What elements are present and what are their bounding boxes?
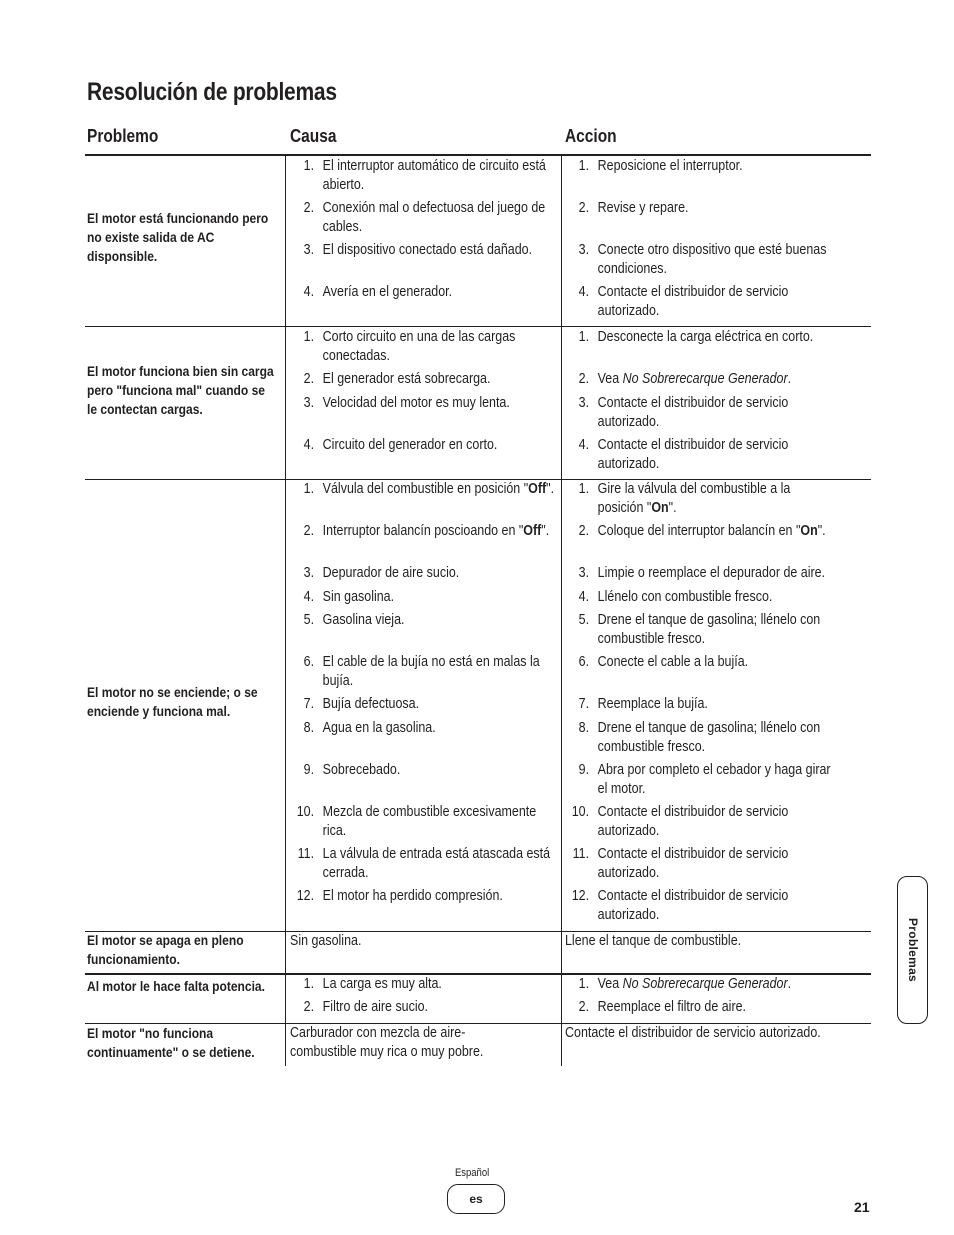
- cause-text: Interruptor balancín poscioando en "Off".: [322, 523, 550, 539]
- problem-cell: El motor funciona bien sin carga pero "funciona mal" cuando se le contectan cargas.: [87, 363, 274, 417]
- cause-item: [290, 998, 557, 1017]
- problem-cell: El motor está funcionando pero no existe salida de AC disponsible.: [87, 210, 269, 264]
- cause-item: [290, 157, 557, 194]
- cause-text: El generador está sobrecarga.: [322, 371, 491, 387]
- action-text: Drene el tanque de gasolina; llénelo con combustible fresco.: [597, 720, 821, 755]
- item-number: 2.: [578, 523, 590, 539]
- cause-item: [290, 975, 557, 994]
- column-divider: [561, 327, 562, 479]
- item-number: 3.: [303, 395, 315, 411]
- item-number: 2.: [578, 371, 590, 387]
- item-number: 5.: [303, 612, 315, 628]
- cause-item: [290, 719, 557, 738]
- action-text: Contacte el distribuidor de servicio autorizado.: [597, 846, 789, 881]
- cause-item: [290, 199, 557, 236]
- cause-text: Circuito del generador en corto.: [322, 437, 498, 453]
- action-text: Conecte el cable a la bujía.: [597, 654, 749, 670]
- cause-text: Filtro de aire sucio.: [322, 999, 429, 1015]
- problem-cell: El motor se apaga en pleno funcionamiento.: [87, 932, 244, 967]
- item-number: 7.: [303, 696, 315, 712]
- item-number: 3.: [578, 565, 590, 581]
- action-item: [565, 241, 832, 278]
- action-item: [565, 436, 832, 473]
- cause-text: Agua en la gasolina.: [322, 720, 436, 736]
- item-number: 6.: [578, 654, 590, 670]
- item-number: 3.: [578, 242, 590, 258]
- language-code: es: [469, 1192, 483, 1206]
- strong-text: On: [651, 499, 669, 516]
- cause-item: [290, 328, 557, 365]
- cause-item: [290, 588, 557, 607]
- action-item: [565, 695, 832, 714]
- action-item: [565, 719, 832, 756]
- action-text: Contacte el distribuidor de servicio autorizado.: [597, 284, 789, 319]
- action-text: Drene el tanque de gasolina; llénelo con combustible fresco.: [597, 612, 821, 647]
- action-text: Desconecte la carga eléctrica en corto.: [597, 329, 814, 345]
- cause-text: Carburador con mezcla de aire-combustible muy rica o muy pobre.: [290, 1025, 484, 1060]
- item-number: 4.: [303, 589, 315, 605]
- action-text: Reemplace el filtro de aire.: [597, 999, 747, 1015]
- action-item: [565, 157, 832, 176]
- cause-item: [290, 283, 557, 302]
- cause-item: [290, 564, 557, 583]
- cause-item: [290, 695, 557, 714]
- cause-item: [290, 611, 557, 630]
- item-number: 2.: [303, 999, 315, 1015]
- emphasis-text: No Sobrerecarque Generador: [622, 976, 788, 992]
- action-text: Coloque del interruptor balancín en "On".: [597, 523, 826, 539]
- item-number: 1.: [303, 481, 315, 497]
- action-item: [565, 564, 832, 583]
- action-item: [565, 588, 832, 607]
- item-number: 3.: [303, 242, 315, 258]
- action-item: [565, 975, 832, 994]
- cause-text: Sin gasolina.: [290, 933, 362, 949]
- item-number: 1.: [578, 329, 590, 345]
- cause-item: [290, 480, 557, 499]
- column-divider: [285, 479, 286, 931]
- action-item: [565, 887, 832, 924]
- cause-text: Mezcla de combustible excesivamente rica.: [322, 804, 537, 839]
- item-number: 2.: [578, 999, 590, 1015]
- column-divider: [561, 156, 562, 326]
- section-tab-label: Problemas: [905, 917, 920, 983]
- action-text: Contacte el distribuidor de servicio autorizado.: [597, 888, 789, 923]
- column-divider: [285, 1023, 286, 1066]
- item-number: 1.: [578, 158, 590, 174]
- action-item: [565, 370, 832, 389]
- item-number: 3.: [303, 565, 315, 581]
- item-number: 1.: [303, 158, 315, 174]
- cause-item: [290, 436, 557, 455]
- action-item: [565, 998, 832, 1017]
- cause-text: Corto circuito en una de las cargas conectadas.: [322, 329, 516, 364]
- column-divider: [561, 1023, 562, 1066]
- header-action: Accion: [565, 126, 617, 146]
- item-number: 4.: [578, 284, 590, 300]
- column-divider: [561, 931, 562, 973]
- cause-text: Velocidad del motor es muy lenta.: [322, 395, 510, 411]
- problem-cell: El motor no se enciende; o se enciende y funciona mal.: [87, 684, 258, 719]
- cause-text: Depurador de aire sucio.: [322, 565, 460, 581]
- action-item: [565, 611, 832, 648]
- cause-item: [290, 803, 557, 840]
- cause-text: Sin gasolina.: [322, 589, 395, 605]
- item-number: 4.: [578, 437, 590, 453]
- cause-text: Sobrecebado.: [322, 762, 401, 778]
- action-text: Reposicione el interruptor.: [597, 158, 743, 174]
- column-divider: [285, 973, 286, 1023]
- column-divider: [285, 327, 286, 479]
- cause-text: Avería en el generador.: [322, 284, 453, 300]
- row-divider: [85, 326, 871, 327]
- page-title: Resolución de problemas: [87, 78, 337, 106]
- item-number: 9.: [578, 762, 590, 778]
- action-text: Llene el tanque de combustible.: [565, 933, 742, 949]
- item-number: 8.: [303, 720, 315, 736]
- action-text: Contacte el distribuidor de servicio autorizado.: [597, 437, 789, 472]
- cause-item: [290, 653, 557, 690]
- strong-text: On: [800, 523, 818, 539]
- language-label: Español: [455, 1167, 490, 1179]
- column-divider: [285, 931, 286, 973]
- column-divider: [561, 973, 562, 1023]
- cause-item: [290, 522, 557, 541]
- item-number: 2.: [303, 523, 315, 539]
- item-number: 7.: [578, 696, 590, 712]
- cause-item: [290, 394, 557, 413]
- action-text: Vea No Sobrerecarque Generador.: [597, 976, 792, 992]
- cause-text: El motor ha perdido compresión.: [322, 888, 503, 904]
- item-number: 2.: [303, 371, 315, 387]
- action-item: [565, 803, 832, 840]
- action-item: [565, 522, 832, 541]
- emphasis-text: No Sobrerecarque Generador: [622, 371, 788, 387]
- item-number: 11.: [297, 846, 315, 862]
- item-number: 8.: [578, 720, 590, 736]
- item-number: 6.: [303, 654, 315, 670]
- action-item: [565, 845, 832, 882]
- item-number: 1.: [578, 481, 590, 497]
- action-item: [565, 328, 832, 347]
- item-number: 2.: [578, 200, 590, 216]
- strong-text: Off: [528, 481, 547, 497]
- cause-text: El dispositivo conectado está dañado.: [322, 242, 533, 258]
- item-number: 11.: [572, 846, 590, 862]
- language-badge: [447, 1184, 505, 1214]
- action-text: Conecte otro dispositivo que esté buenas condiciones.: [597, 242, 827, 277]
- item-number: 1.: [578, 976, 590, 992]
- action-item: [565, 653, 832, 672]
- action-item: [565, 761, 832, 798]
- action-text: Contacte el distribuidor de servicio autorizado.: [597, 804, 789, 839]
- cause-text: Bujía defectuosa.: [322, 696, 420, 712]
- problem-cell: Al motor le hace falta potencia.: [87, 978, 265, 994]
- item-number: 12.: [296, 888, 315, 904]
- header-rule: [85, 154, 871, 156]
- column-divider: [561, 479, 562, 931]
- action-item: [565, 394, 832, 431]
- strong-text: Off: [523, 523, 542, 539]
- action-text: Contacte el distribuidor de servicio autorizado.: [597, 395, 789, 430]
- problem-cell: El motor "no funciona continuamente" o se detiene.: [87, 1025, 255, 1060]
- cause-item: [290, 845, 557, 882]
- cause-text: Gasolina vieja.: [322, 612, 405, 628]
- item-number: 4.: [578, 589, 590, 605]
- column-divider: [285, 156, 286, 326]
- cause-item: [290, 887, 557, 906]
- cause-text: La válvula de entrada está atascada está cerrada.: [322, 846, 551, 881]
- item-number: 4.: [303, 284, 315, 300]
- item-number: 10.: [571, 804, 590, 820]
- item-number: 10.: [296, 804, 315, 820]
- section-tab: [897, 876, 928, 1024]
- cause-text: El cable de la bujía no está en malas la bujía.: [322, 654, 540, 689]
- action-text: Reemplace la bujía.: [597, 696, 708, 712]
- item-number: 9.: [303, 762, 315, 778]
- action-item: [565, 480, 832, 517]
- item-number: 1.: [303, 976, 315, 992]
- item-number: 2.: [303, 200, 315, 216]
- action-text: Revise y repare.: [597, 200, 689, 216]
- item-number: 5.: [578, 612, 590, 628]
- cause-text: Conexión mal o defectuosa del juego de cables.: [322, 200, 546, 235]
- cause-item: [290, 241, 557, 260]
- cause-item: [290, 370, 557, 389]
- action-item: [565, 283, 832, 320]
- item-number: 1.: [303, 329, 315, 345]
- item-number: 3.: [578, 395, 590, 411]
- action-text: Limpie o reemplace el depurador de aire.: [597, 565, 826, 581]
- action-text: Vea No Sobrerecarque Generador.: [597, 371, 792, 387]
- action-text: Abra por completo el cebador y haga girar el motor.: [597, 762, 831, 797]
- cause-text: El interruptor automático de circuito está abierto.: [322, 158, 546, 193]
- action-text: Gire la válvula del combustible a la posición "On".: [597, 481, 791, 516]
- action-text: Contacte el distribuidor de servicio autorizado.: [565, 1025, 821, 1041]
- cause-item: [290, 761, 557, 780]
- header-cause: Causa: [290, 126, 337, 146]
- item-number: 12.: [571, 888, 590, 904]
- cause-text: La carga es muy alta.: [322, 976, 442, 992]
- header-problem: Problemo: [87, 126, 159, 146]
- action-item: [565, 199, 832, 218]
- cause-text: Válvula del combustible en posición "Off".: [322, 481, 555, 497]
- action-text: Llénelo con combustible fresco.: [597, 589, 773, 605]
- item-number: 4.: [303, 437, 315, 453]
- page-number: 21: [854, 1199, 870, 1215]
